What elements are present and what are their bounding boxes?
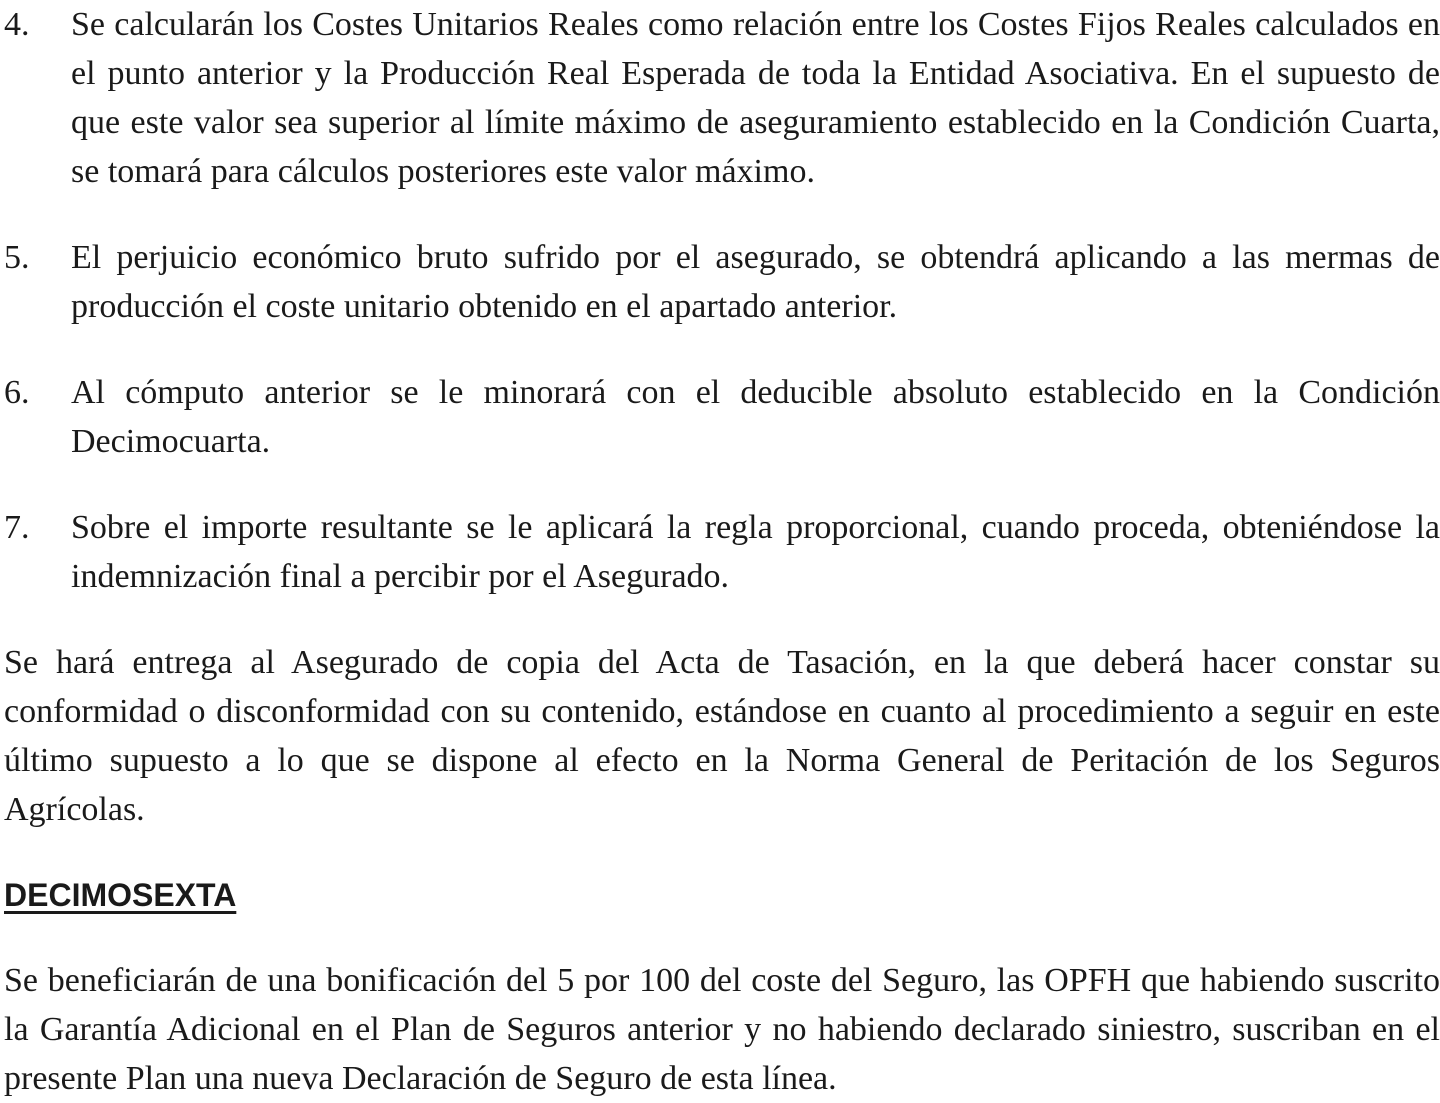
list-item [4,0,1440,196]
section-heading: DECIMOSEXTA [4,877,237,913]
list-item-number: 5. [4,239,30,276]
list-item-text: El perjuicio económico bruto sufrido por el asegurado, se obtendrá aplicando a las mermas de producción el coste unitario obtenido en el apartado anterior. [71,239,1440,325]
list-item-text: Se calcularán los Costes Unitarios Reales como relación entre los Costes Fijos Reales calculados en el punto anterior y la Producción Real Esperada de toda la Entidad Asociativa. En el supuesto de que este valor sea superior al límite máximo de aseguramiento establecido en la Condición Cuarta, se tomará para cálculos posteriores este valor máximo. [71,6,1440,190]
list-item-number: 7. [4,509,30,546]
paragraph-acta-tasacion: Se hará entrega al Asegurado de copia del Acta de Tasación, en la que deberá hacer constar su conformidad o disconformidad con su contenido, estándose en cuanto al procedimiento a seguir en este último supuesto a lo que se dispone al efecto en la Norma General de Peritación de los Seguros Agrícolas. [4,644,1440,828]
document-page [4,0,1440,1103]
paragraph-bonificacion: Se beneficiarán de una bonificación del 5 por 100 del coste del Seguro, las OPFH que habiendo suscrito la Garantía Adicional en el Plan de Seguros anterior y no habiendo declarado siniestro, suscriban en el presente Plan una nueva Declaración de Seguro de esta línea. [4,962,1440,1097]
list-item [4,503,1440,601]
list-item-number: 6. [4,374,30,411]
list-item [4,368,1440,466]
list-item-number: 4. [4,6,30,43]
list-item-text: Al cómputo anterior se le minorará con el deducible absoluto establecido en la Condición Decimocuarta. [71,374,1440,460]
list-item-text: Sobre el importe resultante se le aplicará la regla proporcional, cuando proceda, obteniéndose la indemnización final a percibir por el Asegurado. [71,509,1440,595]
list-item [4,233,1440,331]
numbered-list [4,0,1440,601]
